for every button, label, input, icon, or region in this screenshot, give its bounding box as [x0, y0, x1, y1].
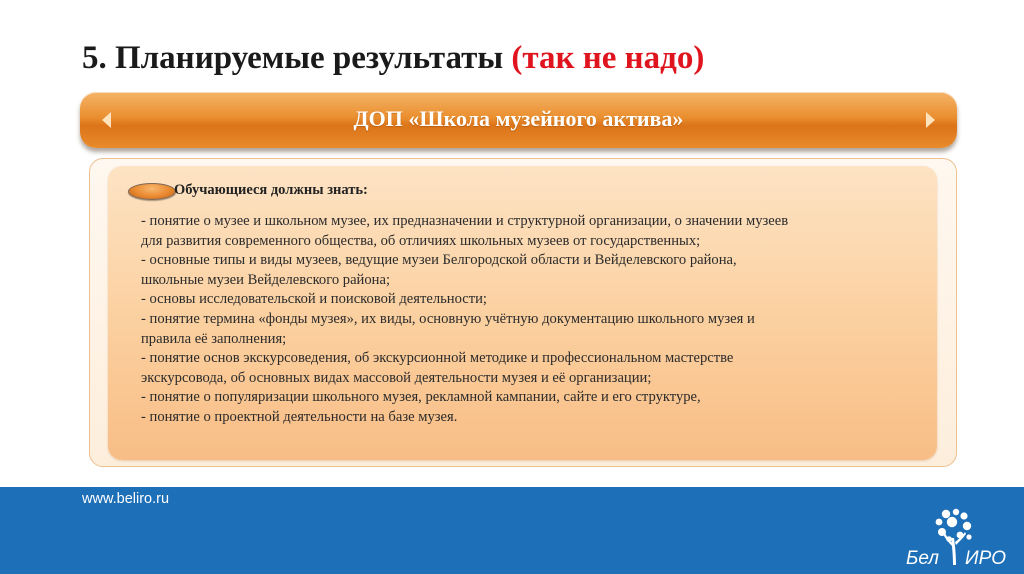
logo-text-part1: Бел: [906, 548, 940, 569]
logo-text-part2: ИРО: [965, 548, 1007, 569]
list-item: экскурсовода, об основных видах массовой деятельности музея и её организации;: [141, 369, 652, 386]
panel-heading: Обучающиеся должны знать:: [174, 182, 368, 198]
list-item: - понятие о музее и школьном музее, их предназначении и структурной организации, о значении музеев: [141, 213, 789, 229]
knowledge-list: [141, 212, 921, 428]
slide-title-accent: (так не надо): [511, 40, 705, 76]
list-item: - понятие термина «фонды музея», их виды, основную учётную документацию школьного музея и: [141, 310, 755, 327]
website-link[interactable]: www.beliro.ru: [82, 491, 170, 507]
slide-title: [82, 40, 704, 77]
list-item: правила её заполнения;: [141, 330, 287, 347]
list-item: - понятие основ экскурсоведения, об экскурсионной методике и профессиональном мастерстве: [141, 350, 734, 367]
triangle-right-icon: [926, 112, 935, 128]
program-banner: [80, 92, 957, 148]
list-item: - понятие о популяризации школьного музея, рекламной кампании, сайте и его структуре,: [141, 389, 701, 406]
bullet-pill-icon: [128, 183, 176, 200]
beliro-logo-text: [906, 548, 1006, 570]
list-item: - основы исследовательской и поисковой деятельности;: [141, 291, 487, 308]
slide-title-main: 5. Планируемые результаты: [82, 40, 504, 76]
list-item: для развития современного общества, об отличиях школьных музеев от государственных;: [141, 232, 701, 249]
program-title: ДОП «Школа музейного актива»: [353, 106, 684, 131]
list-item: - основные типы и виды музеев, ведущие музеи Белгородской области и Вейделевского района,: [141, 252, 737, 269]
list-item: школьные музеи Вейделевского района;: [141, 271, 391, 288]
list-item: - понятие о проектной деятельности на базе музея.: [141, 408, 458, 425]
